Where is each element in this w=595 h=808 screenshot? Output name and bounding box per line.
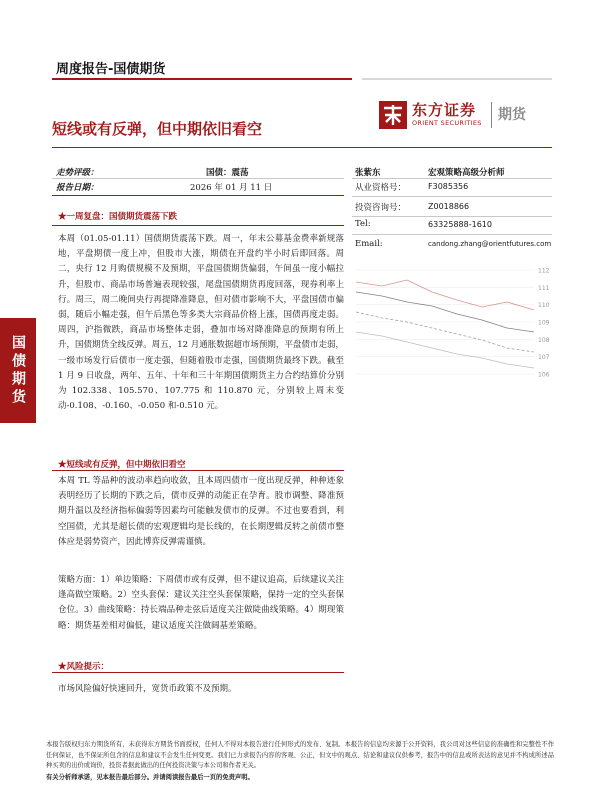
analyst-consult-label: 投资咨询号： [355, 203, 407, 213]
chart-y-axis-group [538, 268, 550, 379]
analyst-row-divider [352, 216, 552, 217]
header-divider-grey [362, 78, 552, 80]
analyst-consult-value: Z0018866 [428, 202, 470, 211]
chart-series-line [356, 332, 534, 368]
analyst-email-value: candong.zhang@orientfutures.com [428, 240, 552, 248]
logo-name-cn: 东方证券 [412, 101, 477, 119]
rating-row-divider [52, 178, 344, 179]
analyst-row-divider [352, 196, 552, 197]
chart-series-line [356, 280, 534, 310]
analyst-row-divider [352, 234, 552, 235]
chart-series-line [356, 292, 534, 332]
analyst-name: 张紫东 [355, 168, 381, 178]
report-date-label: 报告日期： [56, 183, 99, 193]
chart-y-tick-label: 106 [538, 371, 550, 379]
chart-y-tick-label: 112 [538, 267, 550, 275]
report-date-value: 2026 年 01 月 11 日 [190, 183, 273, 193]
chart-y-tick-label: 109 [538, 319, 550, 327]
section-divider [52, 225, 344, 226]
analyst-tel-label: Tel: [355, 219, 371, 229]
chart-y-tick-label: 110 [538, 302, 550, 310]
side-category-tab: 国债期货 [0, 318, 36, 423]
analyst-qualification-value: F3085356 [428, 182, 469, 191]
analyst-qualification-label: 从业资格号： [355, 183, 407, 193]
rating-value: 国债：震荡 [206, 168, 249, 178]
chart-series-group [356, 270, 534, 374]
analyst-divider [352, 178, 552, 179]
report-headline: 短线或有反弹，但中期依旧看空 [52, 120, 263, 138]
rating-label: 走势评级： [56, 168, 99, 178]
chart-y-tick-label: 111 [538, 284, 550, 292]
logo-name-en: ORIENT SECURITIES [412, 119, 482, 127]
section-heading-outlook: ★短线或有反弹，但中期依旧看空 [58, 460, 186, 470]
price-chart [352, 262, 552, 384]
headline-divider [52, 147, 552, 148]
footer-disclaimer: 本报告版权归东方期货所有，未获得东方期货书面授权，任何人不得对本报告进行任何形式的发布、复制。本报告的信息均来源于公开资料，我公司对这些信息的准确性和完整性不作任何保证，也不保证所包含的信息和建议不会发生任何变更。我们已力求报告内容的客观、公正，但文中的观点、结论和建议仅供参考，报告中的信息或所表达的意见并不构成所述品种买卖的出价或询价，投资者据此做出的任何投资决策与本公司和作者无关。 [46, 741, 554, 769]
outlook-paragraph: 本周 TL 等品种的波动率趋向收敛，且本周四债市一度出现反弹，种种迹象表明经历了长期的下跌之后，债市反弹的动能正在孕育。股市调整、降准预期升温以及经济指标偏弱等因素均可能触发债市的反弹。不过也要看到，利空国债，尤其是超长债的宏观逻辑均是长线的，在长期逻辑反转之前债市整体应是弱势资产，因此博弈反弹需谨慎。 [58, 476, 344, 547]
chart-series-line [356, 312, 534, 352]
company-logo [378, 98, 543, 132]
section-divider [52, 672, 344, 673]
risk-paragraph: 市场风险偏好快速回升，宽货币政策不及预期。 [58, 684, 237, 694]
report-type: 周度报告-国债期货 [56, 62, 166, 77]
section-divider [52, 470, 344, 471]
analyst-email-label: Email: [355, 239, 383, 249]
chart-y-tick-label: 108 [538, 336, 550, 344]
analyst-tel-value: 63325888-1610 [428, 220, 492, 229]
review-paragraph: 本周（01.05-01.11）国债期货震荡下跌。周一，年末公募基金费率新规落地，平盘期债一度上冲，但股市大涨，期债在开盘约半小时后即回落。周二，央行 12 月购债规模不及预期，平盘国债期货偏弱，午间虽一度小幅拉升，但股市、商品市场普遍表现较强，尾盘国债期货再度回落，现券利率上行。周三，周二晚间央行再提降准降息，但对债市影响不大，平盘国债市偏弱，随后小幅走强，但午后黑色等多类大宗商品价格上涨，国债再度走弱。周四，沪指微跌，商品市场整体走弱，叠加市场对降准降息的预期有所上升，国债期货全线反弹。周五，12 月通胀数据超市场预期，平盘债市走弱，一级市场发行后债市一度走强，但随着股市走强，国债期货最终下跌。截至 1 月 9 日收盘，两年、五年、十年和三十年期国债期货主力合约结算价分别为 102.338、105.570、107.775 和 110.870 元，分别较上周末变动-0.108、-0.160、-0.050 和-0.510 元。 [58, 234, 344, 412]
strategy-paragraph: 策略方面：1）单边策略：下周债市或有反弹，但不建议追高，后续建议关注逢高做空策略。2）空头套保：建议关注空头套保策略，保持一定的空头套保仓位。3）曲线策略：持长端品种走弦后适度关注做陡曲线策略。4）期现策略：期货基差相对偏低，建议适度关注做阔基差策略。 [58, 575, 344, 631]
header-divider [52, 78, 352, 80]
footer-notice: 有关分析师承诺，见本报告最后部分。并请阅读报告最后一页的免责声明。 [46, 774, 254, 781]
logo-division: 期货 [498, 107, 526, 123]
orient-logo-icon [378, 100, 408, 130]
rating-bottom-divider [52, 195, 344, 196]
section-heading-review: ★一周复盘：国债期货震荡下跌 [58, 212, 178, 222]
chart-y-tick-label: 107 [538, 354, 550, 362]
section-heading-risk: ★风险提示： [58, 662, 110, 672]
analyst-title: 宏观策略高级分析师 [428, 168, 505, 178]
logo-divider [491, 102, 492, 128]
